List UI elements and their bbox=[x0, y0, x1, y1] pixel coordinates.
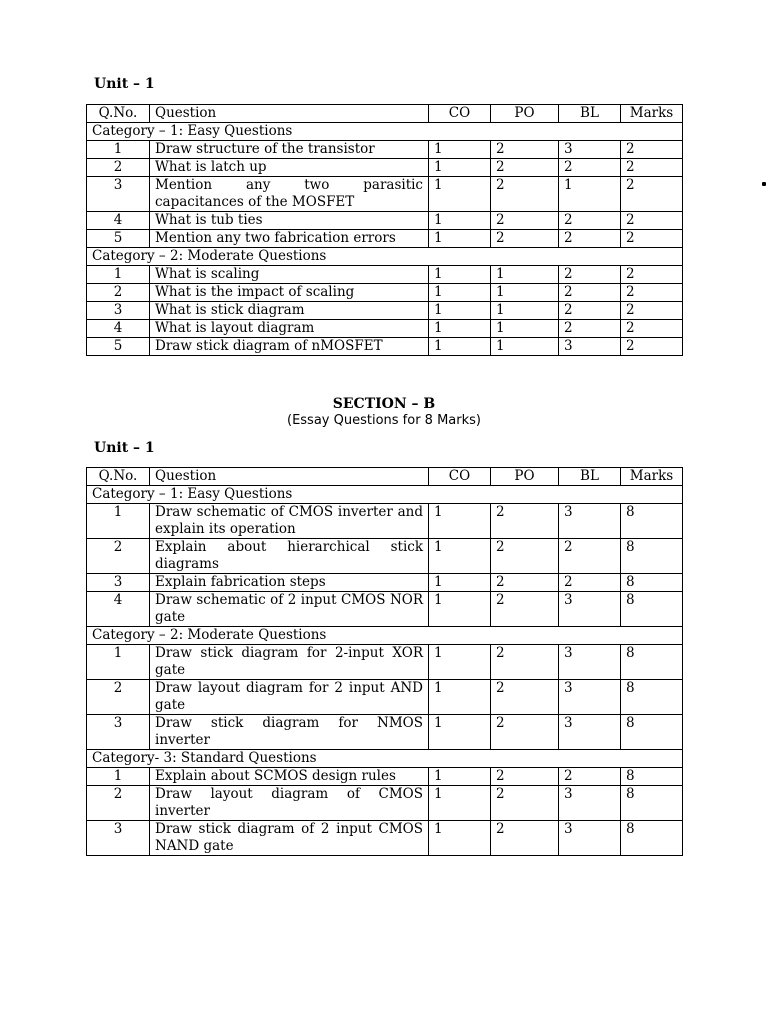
po-value: 2 bbox=[491, 230, 559, 248]
header-po: PO bbox=[491, 105, 559, 123]
category-label: Category – 1: Easy Questions bbox=[87, 123, 683, 141]
bl-value: 3 bbox=[559, 715, 621, 750]
marks-value: 2 bbox=[621, 230, 683, 248]
question-number: 2 bbox=[87, 159, 150, 177]
question-number: 2 bbox=[87, 786, 150, 821]
co-value: 1 bbox=[429, 645, 491, 680]
co-value: 1 bbox=[429, 680, 491, 715]
question-number: 4 bbox=[87, 212, 150, 230]
marks-value: 2 bbox=[621, 284, 683, 302]
section-subtitle: (Essay Questions for 8 Marks) bbox=[287, 413, 481, 428]
po-value: 2 bbox=[491, 715, 559, 750]
table-row bbox=[87, 302, 683, 320]
table-row bbox=[87, 141, 683, 159]
co-value: 1 bbox=[429, 715, 491, 750]
po-value: 2 bbox=[491, 592, 559, 627]
category-label: Category – 1: Easy Questions bbox=[87, 486, 683, 504]
table-row bbox=[87, 284, 683, 302]
po-value: 2 bbox=[491, 768, 559, 786]
category-row bbox=[87, 750, 683, 768]
po-value: 2 bbox=[491, 821, 559, 856]
co-value: 1 bbox=[429, 320, 491, 338]
category-row bbox=[87, 627, 683, 645]
question-number: 5 bbox=[87, 338, 150, 356]
category-label: Category – 2: Moderate Questions bbox=[87, 627, 683, 645]
marks-value: 2 bbox=[621, 159, 683, 177]
marks-value: 2 bbox=[621, 302, 683, 320]
header-question: Question bbox=[150, 468, 429, 486]
po-value: 2 bbox=[491, 141, 559, 159]
question-text: What is tub ties bbox=[150, 212, 429, 230]
header-co: CO bbox=[429, 468, 491, 486]
co-value: 1 bbox=[429, 284, 491, 302]
question-text: Explain about SCMOS design rules bbox=[150, 768, 429, 786]
question-text: Draw layout diagram for 2 input AND gate bbox=[150, 680, 429, 715]
stray-mark bbox=[762, 182, 766, 186]
co-value: 1 bbox=[429, 302, 491, 320]
table-row bbox=[87, 768, 683, 786]
table-row bbox=[87, 177, 683, 212]
marks-value: 8 bbox=[621, 592, 683, 627]
question-number: 1 bbox=[87, 141, 150, 159]
bl-value: 3 bbox=[559, 592, 621, 627]
header-question: Question bbox=[150, 105, 429, 123]
table-row bbox=[87, 592, 683, 627]
category-label: Category- 3: Standard Questions bbox=[87, 750, 683, 768]
marks-value: 2 bbox=[621, 320, 683, 338]
header-marks: Marks bbox=[621, 105, 683, 123]
co-value: 1 bbox=[429, 821, 491, 856]
question-table-short bbox=[86, 104, 683, 356]
question-text: What is latch up bbox=[150, 159, 429, 177]
po-value: 1 bbox=[491, 302, 559, 320]
header-bl: BL bbox=[559, 468, 621, 486]
table-row bbox=[87, 786, 683, 821]
marks-value: 2 bbox=[621, 177, 683, 212]
header-bl: BL bbox=[559, 105, 621, 123]
question-text: Mention any two parasitic capacitances of the MOSFET bbox=[150, 177, 429, 212]
bl-value: 3 bbox=[559, 680, 621, 715]
bl-value: 3 bbox=[559, 645, 621, 680]
marks-value: 2 bbox=[621, 266, 683, 284]
po-value: 2 bbox=[491, 504, 559, 539]
co-value: 1 bbox=[429, 539, 491, 574]
bl-value: 2 bbox=[559, 266, 621, 284]
category-label: Category – 2: Moderate Questions bbox=[87, 248, 683, 266]
co-value: 1 bbox=[429, 230, 491, 248]
po-value: 2 bbox=[491, 159, 559, 177]
po-value: 2 bbox=[491, 574, 559, 592]
question-text: Explain about hierarchical stick diagrams bbox=[150, 539, 429, 574]
po-value: 2 bbox=[491, 645, 559, 680]
question-number: 1 bbox=[87, 266, 150, 284]
header-qno: Q.No. bbox=[87, 105, 150, 123]
marks-value: 2 bbox=[621, 338, 683, 356]
co-value: 1 bbox=[429, 574, 491, 592]
header-po: PO bbox=[491, 468, 559, 486]
table-row bbox=[87, 715, 683, 750]
header-qno: Q.No. bbox=[87, 468, 150, 486]
question-number: 3 bbox=[87, 177, 150, 212]
question-text: Draw stick diagram for NMOS inverter bbox=[150, 715, 429, 750]
table-row bbox=[87, 539, 683, 574]
question-text: Mention any two fabrication errors bbox=[150, 230, 429, 248]
table-row bbox=[87, 338, 683, 356]
question-text: Draw stick diagram of 2 input CMOS NAND gate bbox=[150, 821, 429, 856]
po-value: 1 bbox=[491, 284, 559, 302]
question-number: 2 bbox=[87, 680, 150, 715]
co-value: 1 bbox=[429, 504, 491, 539]
bl-value: 2 bbox=[559, 574, 621, 592]
marks-value: 8 bbox=[621, 786, 683, 821]
category-row bbox=[87, 248, 683, 266]
question-text: Draw schematic of CMOS inverter and explain its operation bbox=[150, 504, 429, 539]
bl-value: 2 bbox=[559, 159, 621, 177]
section-title: SECTION – B bbox=[332, 396, 436, 412]
marks-value: 8 bbox=[621, 680, 683, 715]
co-value: 1 bbox=[429, 159, 491, 177]
category-row bbox=[87, 123, 683, 141]
question-text: What is stick diagram bbox=[150, 302, 429, 320]
question-number: 4 bbox=[87, 320, 150, 338]
question-number: 1 bbox=[87, 645, 150, 680]
table-row bbox=[87, 645, 683, 680]
question-text: What is scaling bbox=[150, 266, 429, 284]
table-row bbox=[87, 266, 683, 284]
table-header-row bbox=[87, 468, 683, 486]
table-row bbox=[87, 159, 683, 177]
co-value: 1 bbox=[429, 212, 491, 230]
question-number: 2 bbox=[87, 284, 150, 302]
table-row bbox=[87, 504, 683, 539]
unit-heading: Unit – 1 bbox=[94, 76, 155, 92]
question-number: 5 bbox=[87, 230, 150, 248]
po-value: 2 bbox=[491, 539, 559, 574]
bl-value: 1 bbox=[559, 177, 621, 212]
question-text: Draw stick diagram for 2-input XOR gate bbox=[150, 645, 429, 680]
question-number: 3 bbox=[87, 302, 150, 320]
co-value: 1 bbox=[429, 592, 491, 627]
bl-value: 2 bbox=[559, 212, 621, 230]
bl-value: 2 bbox=[559, 539, 621, 574]
question-number: 3 bbox=[87, 574, 150, 592]
bl-value: 3 bbox=[559, 338, 621, 356]
po-value: 2 bbox=[491, 680, 559, 715]
question-number: 3 bbox=[87, 821, 150, 856]
table-row bbox=[87, 821, 683, 856]
table-header-row bbox=[87, 105, 683, 123]
marks-value: 8 bbox=[621, 539, 683, 574]
question-number: 4 bbox=[87, 592, 150, 627]
header-marks: Marks bbox=[621, 468, 683, 486]
unit-heading: Unit – 1 bbox=[94, 440, 155, 456]
bl-value: 2 bbox=[559, 284, 621, 302]
question-number: 1 bbox=[87, 768, 150, 786]
po-value: 2 bbox=[491, 786, 559, 821]
co-value: 1 bbox=[429, 266, 491, 284]
bl-value: 2 bbox=[559, 768, 621, 786]
bl-value: 2 bbox=[559, 302, 621, 320]
table-row bbox=[87, 320, 683, 338]
bl-value: 3 bbox=[559, 821, 621, 856]
question-text: Draw stick diagram of nMOSFET bbox=[150, 338, 429, 356]
question-text: Draw schematic of 2 input CMOS NOR gate bbox=[150, 592, 429, 627]
marks-value: 8 bbox=[621, 821, 683, 856]
question-text: Draw structure of the transistor bbox=[150, 141, 429, 159]
co-value: 1 bbox=[429, 786, 491, 821]
bl-value: 3 bbox=[559, 786, 621, 821]
header-co: CO bbox=[429, 105, 491, 123]
bl-value: 2 bbox=[559, 320, 621, 338]
marks-value: 8 bbox=[621, 504, 683, 539]
category-row bbox=[87, 486, 683, 504]
marks-value: 8 bbox=[621, 715, 683, 750]
question-text: Draw layout diagram of CMOS inverter bbox=[150, 786, 429, 821]
po-value: 2 bbox=[491, 177, 559, 212]
co-value: 1 bbox=[429, 768, 491, 786]
po-value: 1 bbox=[491, 338, 559, 356]
marks-value: 8 bbox=[621, 645, 683, 680]
question-table-essay bbox=[86, 467, 683, 856]
table-row bbox=[87, 574, 683, 592]
question-text: What is the impact of scaling bbox=[150, 284, 429, 302]
co-value: 1 bbox=[429, 177, 491, 212]
marks-value: 8 bbox=[621, 574, 683, 592]
question-number: 2 bbox=[87, 539, 150, 574]
po-value: 1 bbox=[491, 320, 559, 338]
question-number: 1 bbox=[87, 504, 150, 539]
bl-value: 3 bbox=[559, 504, 621, 539]
po-value: 2 bbox=[491, 212, 559, 230]
co-value: 1 bbox=[429, 141, 491, 159]
bl-value: 3 bbox=[559, 141, 621, 159]
question-text: What is layout diagram bbox=[150, 320, 429, 338]
po-value: 1 bbox=[491, 266, 559, 284]
marks-value: 8 bbox=[621, 768, 683, 786]
marks-value: 2 bbox=[621, 212, 683, 230]
table-row bbox=[87, 212, 683, 230]
question-text: Explain fabrication steps bbox=[150, 574, 429, 592]
table-row bbox=[87, 230, 683, 248]
table-row bbox=[87, 680, 683, 715]
co-value: 1 bbox=[429, 338, 491, 356]
bl-value: 2 bbox=[559, 230, 621, 248]
marks-value: 2 bbox=[621, 141, 683, 159]
question-number: 3 bbox=[87, 715, 150, 750]
